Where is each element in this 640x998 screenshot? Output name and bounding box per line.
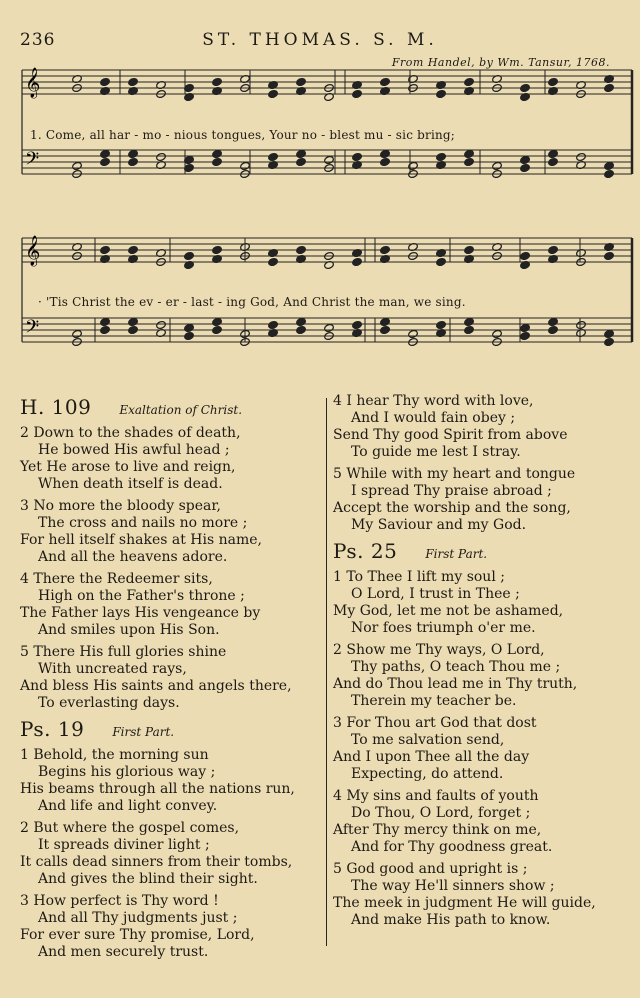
stanza-line: 3 How perfect is Thy word !: [20, 893, 219, 909]
stanza-line: 5 There His full glories shine: [20, 644, 227, 660]
bass-note: [576, 320, 587, 329]
stanza-line: The meek in judgment He will guide,: [333, 895, 596, 911]
stanza-line: 2 Down to the shades of death,: [20, 425, 241, 441]
treble-note: [128, 245, 139, 254]
treble-note: [100, 245, 111, 254]
treble-note: [212, 245, 223, 254]
stanza: [20, 498, 320, 566]
bass-note: [548, 317, 559, 326]
bass-note: [212, 317, 223, 326]
treble-note: [268, 257, 279, 266]
treble-note: [464, 245, 475, 254]
stanza-line: 4 There the Redeemer sits,: [20, 571, 213, 587]
bass-note: [464, 157, 475, 166]
stanza-line: And men securely trust.: [38, 944, 209, 960]
stanza-line: And bless His saints and angels there,: [20, 678, 292, 694]
stanza-line: To me salvation send,: [351, 732, 505, 748]
music-score: [0, 0, 640, 370]
stanza: [333, 861, 629, 929]
bass-note: [184, 323, 195, 332]
stanza-line: And for Thy goodness great.: [351, 839, 553, 855]
bass-note: [408, 329, 419, 338]
lyric-line-2: · 'Tis Christ the ev - er - last - ing God, And Christ the man, we sing.: [38, 295, 466, 309]
bass-note: [100, 325, 111, 334]
bass-note: [324, 323, 335, 332]
stanza-line: I spread Thy praise abroad ;: [351, 483, 552, 499]
bass-note: [296, 157, 307, 166]
treble-note: [604, 251, 615, 260]
stanza-line: Thy paths, O teach Thou me ;: [351, 659, 561, 675]
bass-note: [408, 161, 419, 170]
bass-note: [520, 155, 531, 164]
bass-note: [100, 317, 111, 326]
hymn-number: H. 109: [20, 395, 92, 419]
stanza-line: 2 Show me Thy ways, O Lord,: [333, 642, 545, 658]
stanza-line: And gives the blind their sight.: [38, 871, 258, 887]
column-divider: [326, 398, 327, 946]
bass-note: [100, 157, 111, 166]
hymn-subtitle: First Part.: [112, 725, 175, 739]
treble-note: [128, 77, 139, 86]
lyric-line-1: 1. Come, all har - mo - nious tongues, Your no - blest mu - sic bring;: [30, 128, 456, 142]
stanza-line: He bowed His awful head ;: [38, 442, 230, 458]
stanza-line: 1 To Thee I lift my soul ;: [333, 569, 505, 585]
stanza-line: 1 Behold, the morning sun: [20, 747, 209, 763]
stanza: [20, 425, 320, 493]
stanza: [20, 893, 320, 961]
left-column: [20, 393, 320, 966]
stanza-line: Accept the worship and the song,: [333, 500, 571, 516]
stanza-line: My Saviour and my God.: [351, 517, 527, 533]
hymn-number: Ps. 19: [20, 717, 85, 741]
treble-note: [296, 245, 307, 254]
stanza-line: Yet He arose to live and reign,: [20, 459, 236, 475]
treble-note: [352, 257, 363, 266]
treble-note: [380, 77, 391, 86]
bass-note: [240, 161, 251, 170]
treble-note: [436, 257, 447, 266]
treble-note: [548, 77, 559, 86]
stanza: [333, 466, 629, 534]
tune-credit: From Handel, by Wm. Tansur, 1768.: [391, 56, 610, 69]
bass-note: [548, 157, 559, 166]
bass-note: [212, 149, 223, 158]
stanza-line: O Lord, I trust in Thee ;: [351, 586, 520, 602]
treble-note: [520, 83, 531, 92]
bass-note: [128, 157, 139, 166]
bass-note: [128, 317, 139, 326]
treble-clef: 𝄞: [25, 68, 41, 98]
bass-note: [128, 149, 139, 158]
bass-note: [212, 157, 223, 166]
treble-note: [548, 245, 559, 254]
stanza-line: And life and light convey.: [38, 798, 218, 814]
bass-note: [296, 325, 307, 334]
hymn-heading: [20, 395, 320, 425]
treble-note: [296, 77, 307, 86]
stanza-line: The way He'll sinners show ;: [351, 878, 555, 894]
hymn-heading: [20, 717, 320, 747]
treble-clef: 𝄞: [25, 236, 41, 266]
bass-note: [268, 152, 279, 161]
bass-note: [604, 329, 615, 338]
treble-note: [100, 77, 111, 86]
stanza-line: It calls dead sinners from their tombs,: [20, 854, 293, 870]
bass-note: [156, 320, 167, 329]
treble-note: [352, 89, 363, 98]
right-column: [333, 393, 629, 934]
stanza-line: My God, let me not be ashamed,: [333, 603, 564, 619]
treble-note: [436, 89, 447, 98]
bass-note: [520, 323, 531, 332]
stanza-line: Send Thy good Spirit from above: [333, 427, 568, 443]
bass-note: [184, 331, 195, 340]
stanza-line: Therein my teacher be.: [351, 693, 517, 709]
stanza-line: It spreads diviner light ;: [38, 837, 210, 853]
bass-note: [464, 317, 475, 326]
stanza-line: 4 My sins and faults of youth: [333, 788, 539, 804]
stanza-line: 5 While with my heart and tongue: [333, 466, 576, 482]
stanza-line: And smiles upon His Son.: [38, 622, 220, 638]
bass-note: [100, 149, 111, 158]
bass-note: [380, 325, 391, 334]
stanza-line: 3 No more the bloody spear,: [20, 498, 221, 514]
stanza: [20, 571, 320, 639]
stanza-line: And I upon Thee all the day: [333, 749, 530, 765]
stanza-line: High on the Father's throne ;: [38, 588, 245, 604]
bass-note: [156, 152, 167, 161]
bass-note: [548, 325, 559, 334]
stanza-line: And I would fain obey ;: [351, 410, 516, 426]
bass-note: [352, 320, 363, 329]
bass-note: [492, 329, 503, 338]
stanza-line: His beams through all the nations run,: [20, 781, 295, 797]
hymn-subtitle: First Part.: [425, 547, 488, 561]
treble-note: [380, 245, 391, 254]
bass-note: [520, 331, 531, 340]
stanza-line: Begins his glorious way ;: [38, 764, 216, 780]
stanza-line: Nor foes triumph o'er me.: [351, 620, 536, 636]
bass-note: [492, 161, 503, 170]
bass-note: [296, 149, 307, 158]
stanza-line: 2 But where the gospel comes,: [20, 820, 240, 836]
stanza-line: And do Thou lead me in Thy truth,: [333, 676, 578, 692]
bass-note: [72, 329, 83, 338]
hymn-heading: [333, 539, 629, 569]
bass-note: [604, 169, 615, 178]
hymn-subtitle: Exaltation of Christ.: [119, 403, 243, 417]
bass-note: [72, 161, 83, 170]
bass-clef: 𝄢: [25, 317, 40, 342]
bass-note: [268, 320, 279, 329]
stanza-line: And all the heavens adore.: [38, 549, 228, 565]
stanza-line: When death itself is dead.: [38, 476, 223, 492]
stanza-line: To guide me lest I stray.: [351, 444, 521, 460]
bass-note: [212, 325, 223, 334]
stanza: [333, 715, 629, 783]
bass-note: [296, 317, 307, 326]
stanza: [20, 747, 320, 815]
stanza-line: Expecting, do attend.: [351, 766, 504, 782]
bass-note: [464, 325, 475, 334]
bass-note: [604, 337, 615, 346]
stanza: [333, 393, 629, 461]
stanza: [333, 642, 629, 710]
stanza: [333, 788, 629, 856]
bass-note: [380, 317, 391, 326]
stanza: [20, 644, 320, 712]
bass-note: [548, 149, 559, 158]
stanza-line: The cross and nails no more ;: [38, 515, 248, 531]
treble-note: [520, 251, 531, 260]
stanza-line: For ever sure Thy promise, Lord,: [20, 927, 255, 943]
tune-title: ST. THOMAS. S. M.: [202, 30, 438, 50]
stanza-line: 4 I hear Thy word with love,: [333, 393, 534, 409]
treble-note: [464, 77, 475, 86]
treble-note: [212, 77, 223, 86]
stanza-line: The Father lays His vengeance by: [20, 605, 261, 621]
stanza-line: And make His path to know.: [351, 912, 551, 928]
stanza-line: Do Thou, O Lord, forget ;: [351, 805, 531, 821]
page-number: 236: [20, 30, 56, 50]
bass-note: [464, 149, 475, 158]
treble-note: [184, 251, 195, 260]
stanza-line: 3 For Thou art God that dost: [333, 715, 537, 731]
bass-note: [324, 155, 335, 164]
bass-note: [352, 152, 363, 161]
stanza-line: To everlasting days.: [38, 695, 180, 711]
treble-note: [604, 83, 615, 92]
bass-clef: 𝄢: [25, 149, 40, 174]
stanza-line: And all Thy judgments just ;: [38, 910, 238, 926]
stanza: [20, 820, 320, 888]
bass-note: [436, 152, 447, 161]
bass-note: [380, 157, 391, 166]
bass-note: [380, 149, 391, 158]
stanza-line: 5 God good and upright is ;: [333, 861, 528, 877]
bass-note: [436, 320, 447, 329]
bass-note: [604, 161, 615, 170]
stanza-line: After Thy mercy think on me,: [333, 822, 542, 838]
stanza: [333, 569, 629, 637]
stanza-line: With uncreated rays,: [38, 661, 187, 677]
bass-note: [128, 325, 139, 334]
hymn-number: Ps. 25: [333, 539, 398, 563]
stanza-line: For hell itself shakes at His name,: [20, 532, 262, 548]
bass-note: [520, 163, 531, 172]
treble-note: [268, 89, 279, 98]
bass-note: [576, 152, 587, 161]
